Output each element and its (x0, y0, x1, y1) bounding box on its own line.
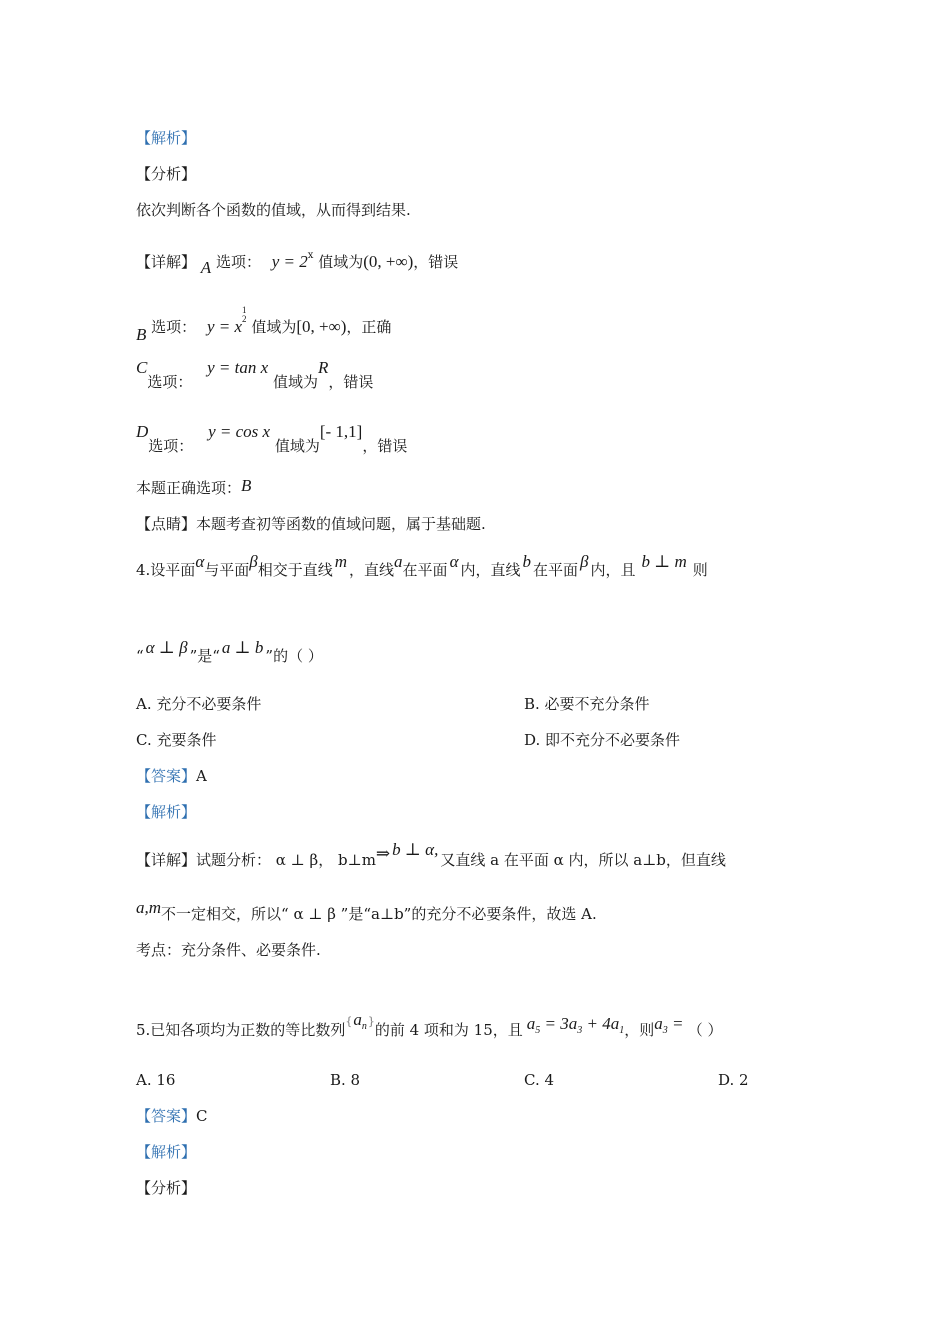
range-label: 值域为 (251, 318, 297, 336)
fenxi-text-1: 依次判断各个函数的值域，从而得到结果. (136, 201, 411, 219)
range-label: 值域为 (272, 373, 318, 391)
answer-tag: 【答案】 (136, 767, 197, 785)
option-c-range: R (317, 358, 329, 377)
answer-letter: B (241, 476, 252, 495)
q4-text: 与平面 (204, 561, 250, 579)
q5-option-a: A. 16 (136, 1071, 176, 1089)
q4-option-a: A. 充分不必要条件 (136, 695, 262, 713)
q4-option-d: D. 即不充分不必要条件 (524, 731, 681, 749)
q5-option-d: D. 2 (718, 1071, 749, 1089)
answer-value: A (196, 767, 207, 785)
q5-text: ，则 (624, 1021, 655, 1039)
detail-option-c (136, 358, 374, 391)
detail-option-d (136, 422, 408, 455)
a-perp-b: a ⊥ b (221, 638, 264, 657)
a-m-symbols: a,m (136, 898, 162, 917)
option-label: 选项： (148, 437, 194, 455)
q5-jiexi: 【解析】 (136, 1143, 197, 1161)
option-a-letter: A (200, 258, 212, 277)
detail-option-b (136, 305, 392, 344)
q4-text: 内，直线 (460, 561, 521, 579)
option-label: 选项： (151, 318, 197, 336)
jiexi-heading-1: 【解析】 (136, 129, 197, 147)
q4-detail-line2 (136, 898, 597, 924)
option-d-range: [- 1,1] (319, 422, 363, 441)
quote: “ (136, 647, 144, 665)
implies-symbol: ⇒ (375, 844, 391, 863)
option-c-letter: C (136, 358, 148, 377)
q5-option-b: B. 8 (330, 1071, 361, 1089)
b-perp-m: b ⊥ m (641, 552, 687, 571)
q5-paren: （ ） (687, 1021, 723, 1039)
verdict-right: ，正确 (346, 318, 392, 336)
q4-kaodian: 考点：充分条件、必要条件. (136, 941, 321, 959)
q4-option-c: C. 充要条件 (136, 731, 217, 749)
option-b-func: y = x (206, 317, 243, 336)
verdict-wrong: ，错误 (413, 253, 459, 271)
m-symbol: m (334, 552, 348, 571)
q4-stem-line2 (136, 638, 323, 666)
q4-text: 在平面 (402, 561, 448, 579)
alpha-perp-beta: α ⊥ β (145, 638, 188, 657)
option-d-func: y = cos x (208, 422, 271, 441)
option-b-exp: 1 2 (242, 305, 247, 324)
option-label: 选项： (215, 253, 261, 271)
option-b-letter: B (136, 325, 147, 344)
option-d-letter: D (136, 422, 149, 441)
dianjing-line: 【点睛】本题考查初等函数的值域问题，属于基础题. (136, 515, 486, 533)
q4-text: 在平面 (533, 561, 579, 579)
answer-label: 本题正确选项： (136, 479, 242, 497)
verdict-wrong: ，错误 (328, 373, 374, 391)
quote: ”的（ ） (265, 647, 323, 665)
answer-value: C (196, 1107, 208, 1125)
answer-tag: 【答案】 (136, 1107, 197, 1125)
detail-text: 不一定相交，所以“ α ⊥ β ”是“a⊥b”的充分不必要条件，故选 A. (161, 905, 597, 923)
q4-text: ，直线 (349, 561, 395, 579)
q4-detail-line1 (136, 840, 726, 870)
quote: ”是“ (189, 647, 220, 665)
b-perp-alpha: b ⊥ α, (392, 840, 439, 859)
detail-option-a (136, 246, 459, 277)
detail-text: 【详解】试题分析： α ⊥ β， b⊥m (136, 851, 376, 869)
q5-text: 5.已知各项均为正数的等比数列 (136, 1021, 346, 1039)
q4-text: 相交于直线 (257, 561, 333, 579)
b-symbol: b (522, 552, 532, 571)
option-label: 选项： (147, 373, 193, 391)
q4-stem-line1 (136, 552, 708, 580)
option-a-func: y = 2 (271, 252, 308, 271)
q4-text: 则 (692, 561, 708, 579)
q5-equation: $a_5 = 3a_3 + 4a_1$ (526, 1014, 625, 1036)
option-a-range: (0, +∞) (363, 252, 414, 271)
option-b-range: [0, +∞) (296, 317, 347, 336)
option-a-exp: x (307, 250, 314, 261)
q5-option-c: C. 4 (524, 1071, 555, 1089)
q4-answer (136, 766, 207, 786)
detail-tag: 【详解】 (136, 253, 197, 271)
a-symbol: a (394, 552, 403, 571)
q4-option-b: B. 必要不充分条件 (524, 695, 650, 713)
beta-symbol: β (249, 552, 258, 571)
range-label: 值域为 (274, 437, 320, 455)
fenxi-heading-1: 【分析】 (136, 165, 197, 183)
alpha-symbol: α (449, 552, 459, 571)
q4-text: 内，且 (590, 561, 636, 579)
detail-text: 又直线 a 在平面 α 内，所以 a⊥b，但直线 (440, 851, 726, 869)
q4-text: 4.设平面 (136, 561, 196, 579)
q5-ask: $a_3$ = (654, 1014, 688, 1036)
seq-symbol: $a_n$ (353, 1010, 367, 1032)
verdict-wrong: ，错误 (362, 437, 408, 455)
beta-symbol: β (580, 552, 589, 571)
q5-text: 的前 4 项和为 15，且 (374, 1021, 523, 1039)
q5-stem: 5.已知各项均为正数的等比数列$^{\{}a_n^{\}}$的前 4 项和为 15，且 $a_5 = 3a_3 + 4a_1$，则$a_3$ = （ ） (136, 1010, 723, 1039)
option-c-func: y = tan x (207, 358, 269, 377)
q5-fenxi: 【分析】 (136, 1179, 197, 1197)
q5-answer (136, 1106, 208, 1126)
alpha-symbol: α (195, 552, 205, 571)
q4-jiexi: 【解析】 (136, 803, 197, 821)
answer-line-1 (136, 478, 251, 498)
range-label: 值域为 (318, 253, 364, 271)
